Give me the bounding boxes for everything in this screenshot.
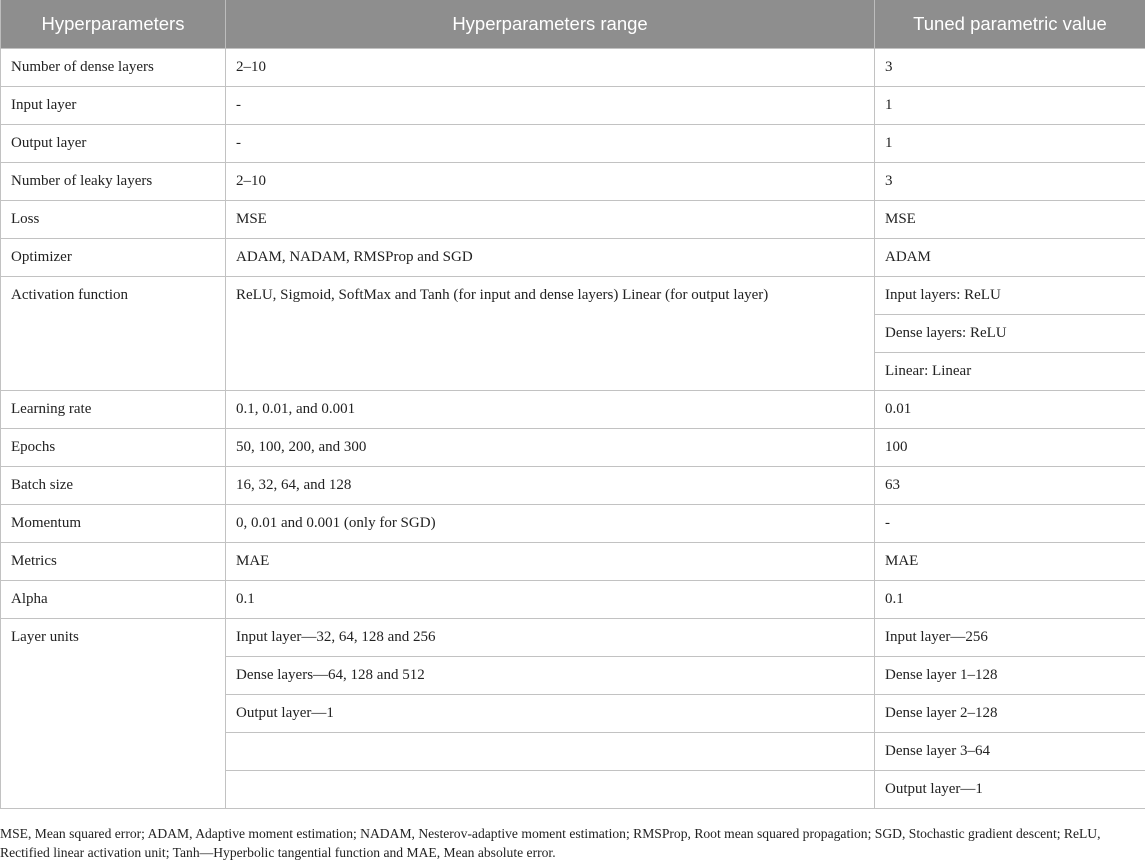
param-name: Momentum [1, 505, 226, 543]
param-name: Alpha [1, 581, 226, 619]
table-row [1, 239, 1145, 277]
table-row [1, 391, 1145, 429]
param-value: 1 [875, 125, 1145, 163]
param-name: Number of dense layers [1, 49, 226, 87]
param-name: Number of leaky layers [1, 163, 226, 201]
param-value: - [875, 505, 1145, 543]
header-row [1, 0, 1145, 49]
table-row [1, 49, 1145, 87]
param-name: Layer units [1, 619, 226, 809]
param-name: Output layer [1, 125, 226, 163]
header-hyperparameters: Hyperparameters [1, 0, 226, 49]
param-value: Linear: Linear [875, 353, 1145, 391]
param-value: 3 [875, 163, 1145, 201]
param-range: MSE [226, 201, 875, 239]
table-row [1, 581, 1145, 619]
param-range: ADAM, NADAM, RMSProp and SGD [226, 239, 875, 277]
param-name: Optimizer [1, 239, 226, 277]
header-range: Hyperparameters range [226, 0, 875, 49]
param-name: Metrics [1, 543, 226, 581]
param-range: - [226, 87, 875, 125]
table-row [1, 277, 1145, 315]
param-value: Input layer—256 [875, 619, 1145, 657]
param-range: 0.1, 0.01, and 0.001 [226, 391, 875, 429]
param-range: MAE [226, 543, 875, 581]
param-value: Dense layers: ReLU [875, 315, 1145, 353]
table-row [1, 125, 1145, 163]
table-row [1, 87, 1145, 125]
param-range: 0.1 [226, 581, 875, 619]
param-name: Learning rate [1, 391, 226, 429]
table-row [1, 201, 1145, 239]
param-range [226, 733, 875, 771]
table-row [1, 429, 1145, 467]
param-range [226, 771, 875, 809]
param-value: 3 [875, 49, 1145, 87]
param-name: Epochs [1, 429, 226, 467]
param-value: Dense layer 1–128 [875, 657, 1145, 695]
param-name: Input layer [1, 87, 226, 125]
param-range: Dense layers—64, 128 and 512 [226, 657, 875, 695]
param-value: MAE [875, 543, 1145, 581]
param-name: Batch size [1, 467, 226, 505]
param-value: 63 [875, 467, 1145, 505]
param-range: 2–10 [226, 49, 875, 87]
table-row [1, 619, 1145, 657]
param-range: - [226, 125, 875, 163]
table-row [1, 543, 1145, 581]
header-tuned-value: Tuned parametric value [875, 0, 1145, 49]
param-value: Dense layer 3–64 [875, 733, 1145, 771]
param-value: Output layer—1 [875, 771, 1145, 809]
table-footnote: MSE, Mean squared error; ADAM, Adaptive moment estimation; NADAM, Nesterov-adaptive moment estimation; RMSProp, Root mean squared propagation; SGD, Stochastic gradient descent; ReLU, Rectified linear activation unit; Tanh—Hyperbolic tangential function and MAE, Mean absolute error. [0, 826, 1101, 860]
table-row [1, 163, 1145, 201]
param-value: 0.01 [875, 391, 1145, 429]
param-range: ReLU, Sigmoid, SoftMax and Tanh (for input and dense layers) Linear (for output layer) [226, 277, 875, 391]
param-range: 0, 0.01 and 0.001 (only for SGD) [226, 505, 875, 543]
param-range: Input layer—32, 64, 128 and 256 [226, 619, 875, 657]
param-range: Output layer—1 [226, 695, 875, 733]
param-value: MSE [875, 201, 1145, 239]
param-range: 2–10 [226, 163, 875, 201]
param-name: Loss [1, 201, 226, 239]
param-range: 50, 100, 200, and 300 [226, 429, 875, 467]
param-value: 0.1 [875, 581, 1145, 619]
table-row [1, 467, 1145, 505]
param-value: 100 [875, 429, 1145, 467]
param-value: Input layers: ReLU [875, 277, 1145, 315]
param-value: Dense layer 2–128 [875, 695, 1145, 733]
param-value: ADAM [875, 239, 1145, 277]
param-name: Activation function [1, 277, 226, 391]
param-range: 16, 32, 64, and 128 [226, 467, 875, 505]
param-value: 1 [875, 87, 1145, 125]
table-row [1, 505, 1145, 543]
